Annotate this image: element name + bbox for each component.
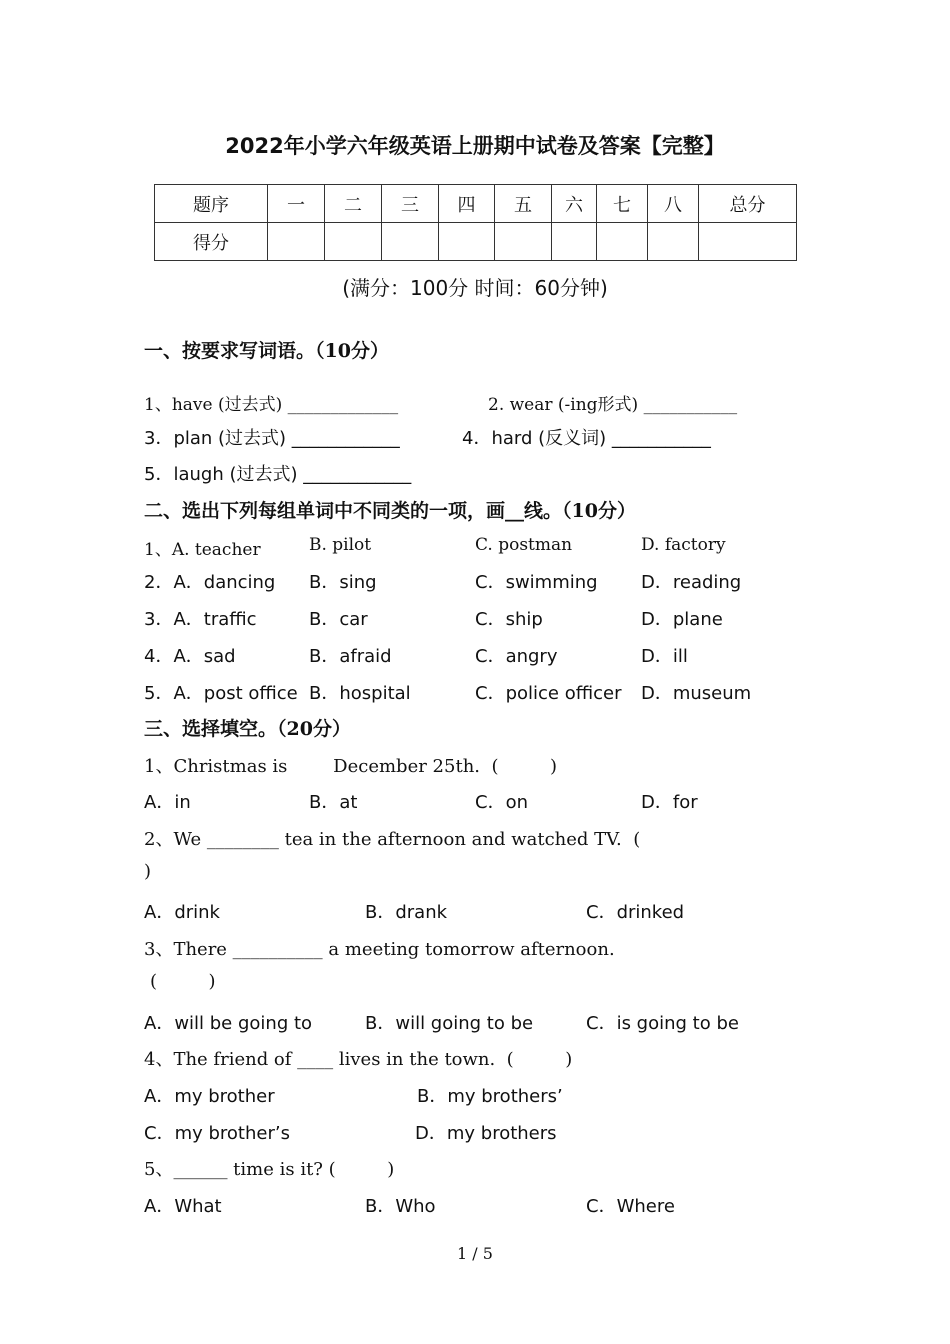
s2-row-3-d: D．plane — [641, 609, 723, 630]
score-table — [154, 184, 797, 261]
s1-question-3: 3．plan (过去式) ____________ — [144, 428, 400, 449]
table-cell: 七 — [597, 185, 648, 223]
s2-row-5-b: B．hospital — [309, 683, 411, 704]
table-cell: 八 — [648, 185, 699, 223]
s3-question-2-bracket: ) — [144, 861, 152, 882]
s3-q1-option-d: D．for — [641, 792, 698, 813]
section-3-heading: 三、选择填空。（20分） — [144, 718, 351, 740]
score-cell[interactable] — [382, 223, 439, 261]
score-cell[interactable] — [552, 223, 597, 261]
s3-q5-option-b: B．Who — [365, 1196, 436, 1217]
s3-q1-option-c: C．on — [475, 792, 528, 813]
s3-question-2: 2、We ________ tea in the afternoon and watched TV. ( — [144, 829, 641, 850]
s3-q5-option-c: C．Where — [586, 1196, 675, 1217]
s2-row-5-c: C．police officer — [475, 683, 622, 704]
exam-meta: (满分：100分 时间：60分钟) — [342, 276, 608, 300]
score-cell[interactable] — [268, 223, 325, 261]
s2-row-1-b: B. pilot — [309, 535, 372, 555]
s2-row-3-a: 3．A．traffic — [144, 609, 257, 630]
table-cell: 得分 — [155, 223, 268, 261]
s3-question-4: 4、The friend of ____ lives in the town. ( ) — [144, 1049, 573, 1070]
page-title: 2022年小学六年级英语上册期中试卷及答案【完整】 — [225, 134, 725, 158]
score-table-score-row — [155, 223, 797, 261]
s3-q1-option-a: A．in — [144, 792, 191, 813]
table-cell: 一 — [268, 185, 325, 223]
s2-row-4-a: 4．A．sad — [144, 646, 236, 667]
s3-q2-option-c: C．drinked — [586, 902, 685, 923]
s2-row-2-d: D．reading — [641, 572, 742, 593]
score-cell[interactable] — [648, 223, 699, 261]
s1-question-5: 5．laugh (过去式) ____________ — [144, 464, 412, 485]
s2-row-4-c: C．angry — [475, 646, 558, 667]
score-cell[interactable] — [495, 223, 552, 261]
table-cell: 三 — [382, 185, 439, 223]
s2-row-2-a: 2．A．dancing — [144, 572, 276, 593]
table-cell: 二 — [325, 185, 382, 223]
table-cell: 五 — [495, 185, 552, 223]
s1-question-2: 2. wear (-ing形式) ___________ — [488, 395, 738, 415]
s3-q2-option-a: A．drink — [144, 902, 220, 923]
section-1-heading: 一、按要求写词语。（10分） — [144, 340, 389, 362]
s3-question-1: 1、Christmas is December 25th. ( ) — [144, 756, 557, 777]
s3-question-5: 5、______ time is it? ( ) — [144, 1159, 395, 1180]
s3-q3-option-a: A．will be going to — [144, 1013, 313, 1034]
s3-q5-option-a: A．What — [144, 1196, 222, 1217]
s3-question-3-bracket: ( ) — [150, 971, 216, 992]
section-2-heading: 二、选出下列每组单词中不同类的一项，画__线。（10分） — [144, 500, 636, 522]
s3-question-3: 3、There __________ a meeting tomorrow afternoon. — [144, 939, 615, 960]
s2-row-2-b: B．sing — [309, 572, 377, 593]
s2-row-1-d: D. factory — [641, 535, 726, 555]
s3-q4-option-c: C．my brother’s — [144, 1123, 290, 1144]
table-cell: 四 — [439, 185, 495, 223]
s2-row-4-d: D．ill — [641, 646, 688, 667]
s1-question-4: 4．hard (反义词) ___________ — [462, 428, 711, 449]
s2-row-4-b: B．afraid — [309, 646, 392, 667]
score-cell[interactable] — [699, 223, 797, 261]
s2-row-3-c: C．ship — [475, 609, 543, 630]
s3-q3-option-c: C．is going to be — [586, 1013, 739, 1034]
s3-q2-option-b: B．drank — [365, 902, 448, 923]
s3-q1-option-b: B．at — [309, 792, 358, 813]
s3-q3-option-b: B．will going to be — [365, 1013, 534, 1034]
s2-row-1-c: C. postman — [475, 535, 573, 555]
s2-row-5-a: 5．A．post office — [144, 683, 298, 704]
score-cell[interactable] — [325, 223, 382, 261]
score-cell[interactable] — [439, 223, 495, 261]
s2-row-5-d: D．museum — [641, 683, 752, 704]
table-cell: 六 — [552, 185, 597, 223]
table-cell: 题序 — [155, 185, 268, 223]
s1-question-1: 1、have (过去式) _____________ — [144, 395, 399, 415]
s2-row-1-a: 1、A. teacher — [144, 540, 261, 560]
table-cell: 总分 — [699, 185, 797, 223]
score-table-header-row — [155, 185, 797, 223]
s3-q4-option-b: B．my brothers’ — [417, 1086, 563, 1107]
s2-row-2-c: C．swimming — [475, 572, 598, 593]
s3-q4-option-d: D．my brothers — [415, 1123, 557, 1144]
score-cell[interactable] — [597, 223, 648, 261]
page-number: 1 / 5 — [457, 1244, 493, 1263]
s3-q4-option-a: A．my brother — [144, 1086, 275, 1107]
s2-row-3-b: B．car — [309, 609, 368, 630]
